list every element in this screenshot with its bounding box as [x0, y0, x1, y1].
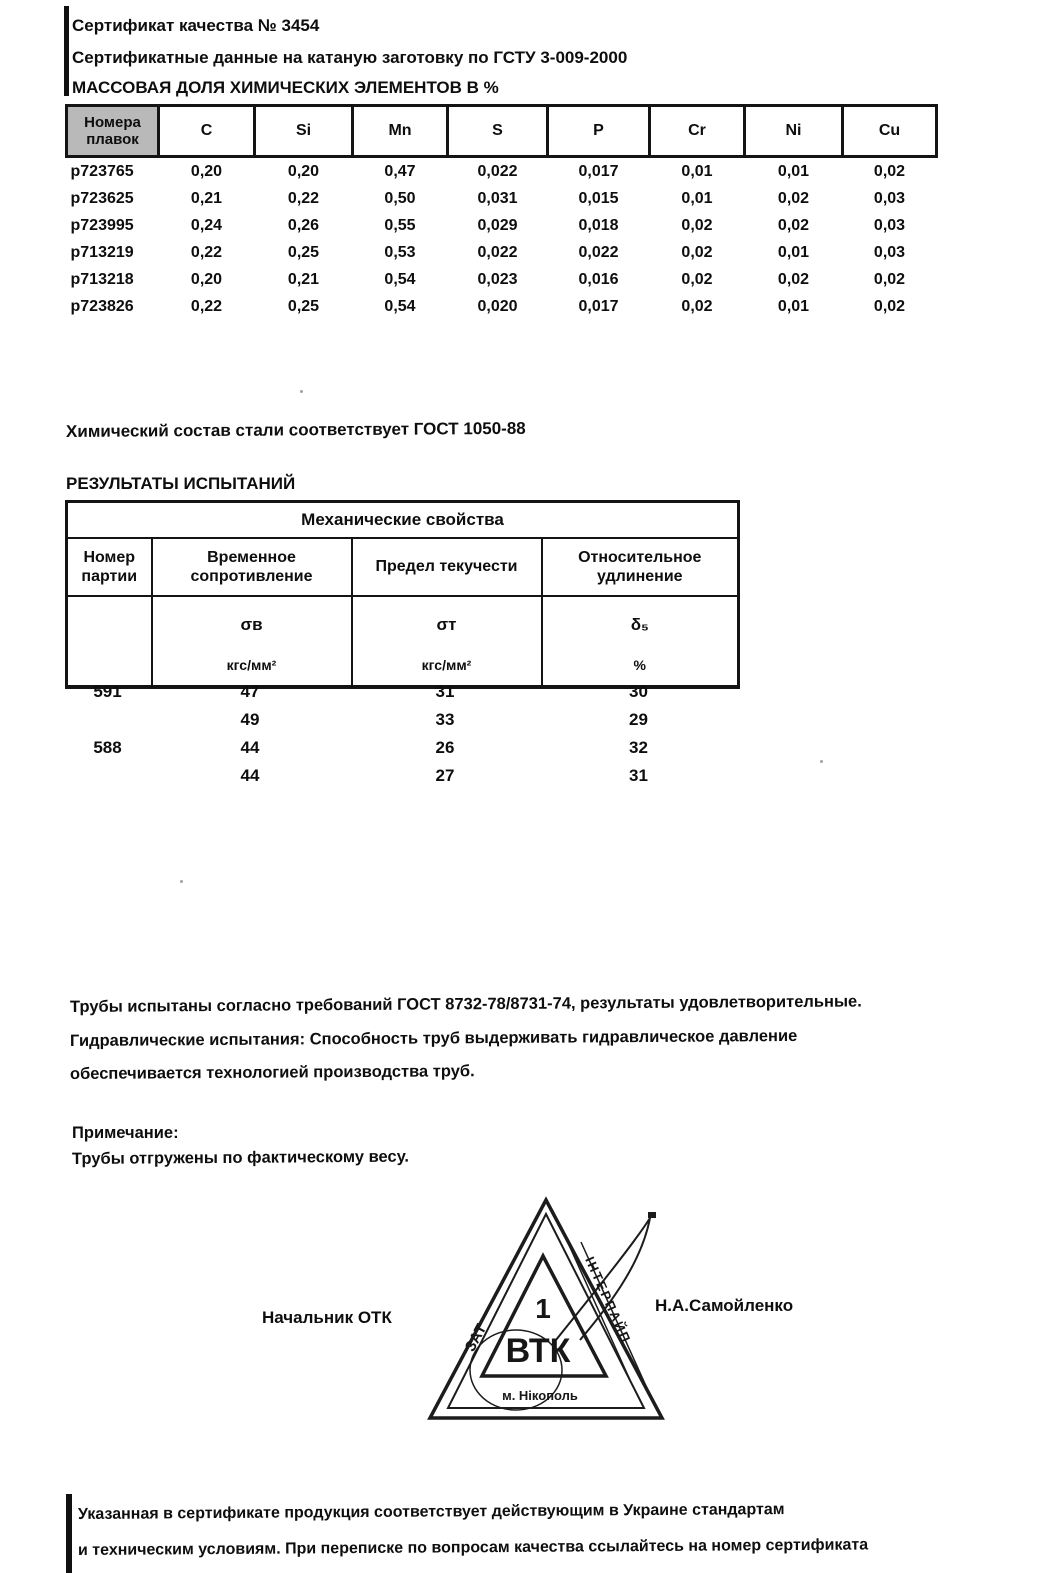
chem-col-header: Si [255, 106, 353, 157]
table-row [67, 212, 937, 239]
footer-line1: Указанная в сертификате продукция соответствует действующим в Украине стандартам [77, 1501, 785, 1523]
stamp-graphic [418, 1190, 678, 1435]
table-cell: 0,031 [477, 189, 518, 207]
mech-col-header: Предел текучести [352, 538, 542, 596]
table-cell: 0,018 [578, 216, 619, 234]
table-cell: 0,022 [578, 243, 619, 261]
table-cell: 0,53 [384, 243, 416, 261]
table-cell: 0,47 [384, 162, 416, 180]
table-cell: 0,24 [190, 216, 223, 234]
table-row [67, 266, 937, 293]
table-cell: 0,20 [190, 270, 223, 288]
unit-kgs-mm2: кгс/мм² [226, 657, 277, 673]
table-cell: 0,020 [477, 297, 518, 315]
table-cell: 0,02 [777, 216, 810, 234]
table-cell: p713218 [70, 270, 134, 288]
symbol-sigma-v: σв [240, 615, 263, 634]
table-cell: 0,017 [578, 297, 619, 315]
table-cell: 44 [240, 738, 260, 757]
mech-header-row [67, 538, 739, 596]
stamp-zat-text: ЗАТ [461, 1321, 491, 1355]
hydraulic-test-line1: Гидравлические испытания: Способность труб выдерживать гидравлическое давление [69, 1026, 798, 1050]
table-cell: 0,022 [477, 162, 518, 180]
pipe-test-result: Трубы испытаны согласно требований ГОСТ 8732-78/8731-74, результаты удовлетворительные. [69, 992, 862, 1016]
table-cell: 0,22 [190, 297, 223, 315]
table-cell [65, 762, 150, 790]
table-cell: 591 [93, 682, 122, 701]
chem-table-body [67, 157, 937, 321]
unit-percent: % [633, 657, 646, 673]
table-row [65, 762, 737, 790]
mech-group-header: Механические свойства [67, 502, 739, 539]
table-cell [65, 706, 150, 734]
table-cell: 0,02 [777, 270, 810, 288]
table-cell: 29 [629, 710, 648, 729]
unit-kgs-mm2: кгс/мм² [421, 657, 472, 673]
table-cell: 0,02 [777, 189, 810, 207]
hydraulic-test-line2: обеспечивается технологией производства труб. [69, 1062, 475, 1083]
table-cell: 0,029 [477, 216, 518, 234]
table-cell: 0,22 [287, 189, 320, 207]
table-cell: 0,02 [681, 297, 713, 315]
table-cell: 49 [240, 710, 260, 729]
chem-col-header: Ni [745, 106, 843, 157]
chem-col-header: Cu [843, 106, 937, 157]
chem-col-header: Номера плавок [67, 106, 159, 157]
mech-symbol-row [67, 596, 739, 687]
table-row [67, 185, 937, 212]
stamp-number: 1 [535, 1293, 551, 1324]
chem-col-header: S [448, 106, 548, 157]
table-cell: 0,017 [578, 162, 619, 180]
table-cell: 33 [435, 710, 455, 729]
chem-conformity-note: Химический состав стали соответствует ГОСТ 1050-88 [65, 418, 526, 441]
table-cell: 0,02 [681, 216, 713, 234]
table-cell: 0,022 [477, 243, 518, 261]
certificate-subtitle: Сертификатные данные на катаную заготовку по ГСТУ 3-009-2000 [72, 48, 628, 67]
signer-name: Н.А.Самойленко [655, 1296, 794, 1315]
mechanical-results-data [65, 678, 737, 790]
table-cell: 0,03 [873, 216, 906, 234]
mech-data-body [65, 678, 737, 790]
table-cell: 30 [629, 682, 648, 701]
table-cell: 0,54 [384, 297, 416, 315]
table-cell: 26 [435, 738, 455, 757]
chem-col-header: Mn [353, 106, 448, 157]
table-cell: p723826 [70, 297, 134, 315]
table-row [65, 734, 737, 762]
table-cell: 27 [435, 766, 455, 785]
table-row [65, 706, 737, 734]
table-cell: 0,02 [873, 297, 906, 315]
vtk-triangle-stamp [418, 1190, 678, 1435]
table-cell: 0,023 [477, 270, 518, 288]
table-cell: 0,02 [873, 162, 906, 180]
scan-speck [820, 760, 823, 763]
table-cell: 0,01 [777, 162, 810, 180]
table-cell: 0,26 [287, 216, 320, 234]
table-cell: 31 [435, 682, 455, 701]
signer-position-title: Начальник ОТК [262, 1308, 392, 1327]
table-cell: 0,02 [681, 243, 713, 261]
stamp-company-text: ІНТЕРПАЙП [582, 1254, 635, 1347]
table-cell: 0,55 [384, 216, 416, 234]
table-row [67, 239, 937, 266]
chemical-composition-table [65, 104, 938, 320]
table-cell: 0,50 [384, 189, 416, 207]
table-cell: 0,03 [873, 189, 906, 207]
table-row [67, 293, 937, 320]
table-cell: 0,015 [578, 189, 619, 207]
symbol-sigma-t: σт [436, 615, 457, 634]
table-cell: 0,01 [777, 297, 810, 315]
table-cell: 0,02 [873, 270, 906, 288]
table-row [67, 157, 937, 186]
stamp-city-text: м. Нікополь [502, 1388, 578, 1403]
scan-edge-bar-top [64, 6, 69, 96]
stamp-vtk-label: ВТК [505, 1332, 571, 1370]
mech-symbol-cell [542, 596, 739, 687]
results-title: РЕЗУЛЬТАТЫ ИСПЫТАНИЙ [66, 474, 296, 493]
table-cell: p713219 [70, 243, 134, 261]
table-cell: 44 [240, 766, 260, 785]
mech-symbol-cell [152, 596, 352, 687]
scan-edge-bar-bottom [66, 1494, 72, 1573]
mech-symbol-empty-cell [67, 596, 152, 687]
table-cell: 0,01 [681, 189, 713, 207]
mech-group-header-row [67, 502, 739, 539]
table-cell: 0,016 [578, 270, 619, 288]
table-cell: 0,25 [287, 243, 320, 261]
table-cell: 0,20 [190, 162, 223, 180]
table-cell: 0,20 [287, 162, 320, 180]
table-row [65, 678, 737, 706]
table-cell: 0,21 [190, 189, 223, 207]
table-cell: 0,25 [287, 297, 320, 315]
table-cell: 32 [629, 738, 648, 757]
symbol-delta-5: δ₅ [630, 615, 649, 634]
table-cell: 0,01 [681, 162, 713, 180]
table-cell: p723625 [70, 189, 134, 207]
signature-ink-dot [648, 1212, 656, 1218]
note-title: Примечание: [72, 1124, 179, 1142]
table-cell: 31 [629, 766, 648, 785]
scan-speck [300, 390, 303, 393]
table-cell: 0,01 [777, 243, 810, 261]
mech-col-header: Временное сопротивление [152, 538, 352, 596]
table-cell: 0,21 [287, 270, 320, 288]
table-cell: 588 [93, 738, 122, 757]
chem-col-header: Cr [650, 106, 745, 157]
note-body: Трубы отгружены по фактическому весу. [71, 1147, 410, 1168]
footer-line2: и техническим условиям. При переписке по вопросам качества ссылайтесь на номер сертификата [77, 1536, 869, 1559]
chem-section-title: МАССОВАЯ ДОЛЯ ХИМИЧЕСКИХ ЭЛЕМЕНТОВ В % [72, 78, 499, 97]
mech-col-header: Номер партии [67, 538, 152, 596]
chem-col-header: P [548, 106, 650, 157]
table-cell: p723995 [70, 216, 134, 234]
table-cell: 0,03 [873, 243, 906, 261]
scan-speck [180, 880, 183, 883]
table-cell: 0,22 [190, 243, 223, 261]
table-cell: 47 [240, 682, 260, 701]
mech-col-header: Относительное удлинение [542, 538, 739, 596]
certificate-title: Сертификат качества № 3454 [72, 16, 320, 35]
chem-col-header: C [159, 106, 255, 157]
table-cell: 0,02 [681, 270, 713, 288]
table-cell: 0,54 [384, 270, 416, 288]
chem-header-row [67, 106, 937, 157]
mech-symbol-cell [352, 596, 542, 687]
mechanical-properties-table [65, 500, 740, 689]
table-cell: p723765 [70, 162, 134, 180]
